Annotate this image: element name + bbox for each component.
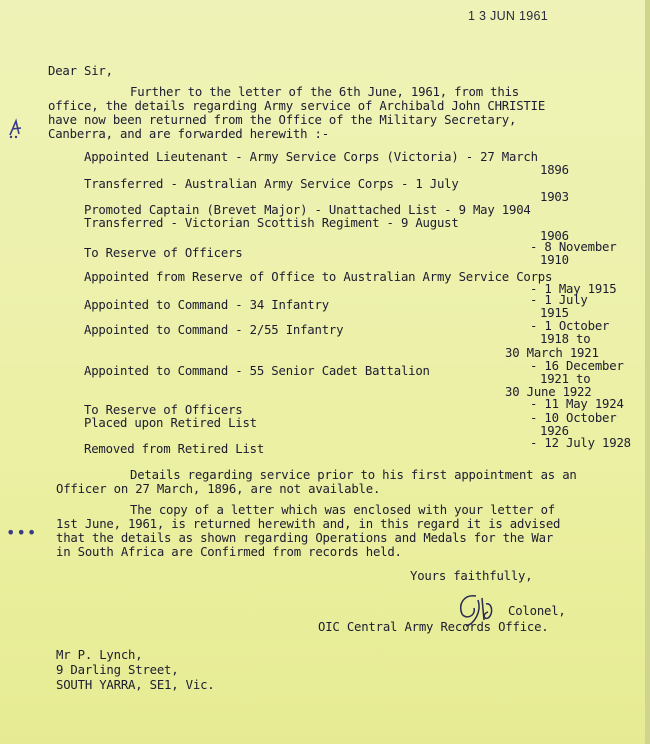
copy-para-line-4: in South Africa are Confirmed from records held.	[56, 545, 402, 559]
prior-service-line-2: Officer on 27 March, 1896, are not available.	[56, 482, 381, 496]
copy-para-line-3: that the details as shown regarding Operations and Medals for the War	[56, 531, 554, 545]
service-line: - 1 July	[530, 293, 588, 307]
service-line: - 11 May 1924	[530, 397, 624, 411]
copy-para-line-2: 1st June, 1961, is returned herewith and, in this regard it is advised	[56, 517, 561, 531]
intro-line-3: have now been returned from the Office of the Military Secretary,	[48, 113, 517, 127]
intro-line-4: Canberra, and are forwarded herewith :-	[48, 127, 329, 141]
intro-line-2: office, the details regarding Army service of Archibald John CHRISTIE	[48, 99, 546, 113]
closing: Yours faithfully,	[410, 569, 533, 583]
service-line: Transferred - Australian Army Service Corps - 1 July	[84, 177, 459, 191]
service-line: 1903	[540, 190, 569, 204]
service-line: 1910	[540, 253, 569, 267]
addressee-line-2: 9 Darling Street,	[56, 663, 179, 677]
service-line: - 1 October	[530, 319, 610, 333]
service-line: Appointed Lieutenant - Army Service Corps (Victoria) - 27 March	[84, 150, 538, 164]
service-line: Appointed to Command - 55 Senior Cadet Battalion	[84, 364, 430, 378]
service-line: Appointed to Command - 34 Infantry	[84, 298, 329, 312]
date-stamp: 1 3 JUN 1961	[468, 9, 549, 23]
signature-rank: Colonel,	[508, 604, 566, 618]
service-line: - 16 December	[530, 359, 624, 373]
service-line: Transferred - Victorian Scottish Regiment - 9 August	[84, 216, 459, 230]
service-line: 1926	[540, 424, 569, 438]
service-line: - 10 October	[530, 411, 617, 425]
service-line: Promoted Captain (Brevet Major) - Unattached List - 9 May 1904	[84, 203, 531, 217]
service-line: 30 June 1922	[505, 385, 592, 399]
service-line: To Reserve of Officers	[84, 403, 243, 417]
service-line: To Reserve of Officers	[84, 246, 243, 260]
service-line: Appointed from Reserve of Office to Australian Army Service Corps	[84, 270, 553, 284]
service-line: 1921 to	[540, 372, 591, 386]
service-line: 1918 to	[540, 332, 591, 346]
service-line: Placed upon Retired List	[84, 416, 257, 430]
service-line: 1906	[540, 229, 569, 243]
service-line: 1915	[540, 306, 569, 320]
service-line: - 12 July 1928	[530, 436, 631, 450]
service-line: - 8 November	[530, 240, 617, 254]
intro-line-1: Further to the letter of the 6th June, 1961, from this	[130, 85, 519, 99]
pen-mark-icon	[7, 117, 29, 139]
service-line: 1896	[540, 163, 569, 177]
addressee-line-1: Mr P. Lynch,	[56, 648, 143, 662]
salutation: Dear Sir,	[48, 64, 113, 78]
paper-edge	[645, 0, 650, 744]
addressee-line-3: SOUTH YARRA, SE1, Vic.	[56, 678, 215, 692]
service-line: Removed from Retired List	[84, 442, 265, 456]
prior-service-line-1: Details regarding service prior to his first appointment as an	[130, 468, 577, 482]
copy-para-line-1: The copy of a letter which was enclosed with your letter of	[130, 503, 555, 517]
service-line: Appointed to Command - 2/55 Infantry	[84, 323, 344, 337]
service-line: - 1 May 1915	[530, 282, 617, 296]
margin-dots-icon: •••	[6, 523, 38, 542]
signature-office: OIC Central Army Records Office.	[318, 620, 549, 634]
service-line: 30 March 1921	[505, 346, 599, 360]
